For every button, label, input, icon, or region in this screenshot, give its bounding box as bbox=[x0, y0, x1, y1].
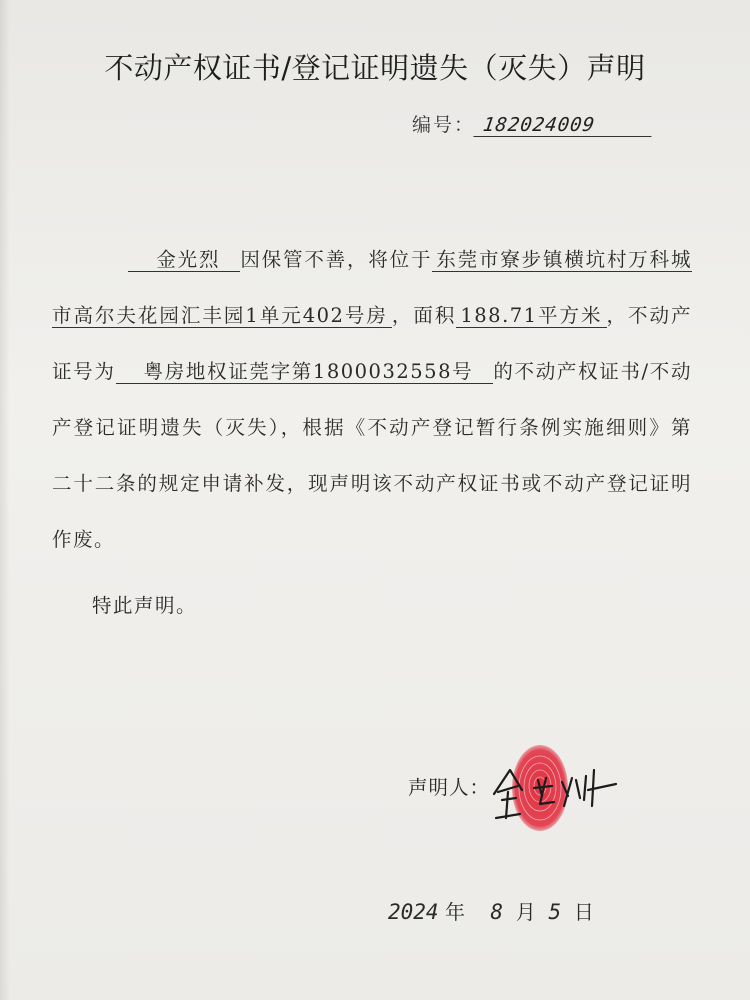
handwritten-signature bbox=[488, 756, 618, 826]
body-text-1: 因保管不善，将位于 bbox=[240, 248, 433, 271]
owner-name: 金光烈 bbox=[128, 248, 240, 272]
date-day-unit: 日 bbox=[573, 900, 594, 924]
body-text-4: 的不动产权证书/不动产登记证明遗失（灭失），根据《不动产登记暂行条例实施细则》第二十二条的规定申请补发，现声明该不动产权证书或不动产登记证明作废。 bbox=[52, 360, 692, 551]
serial-number-row bbox=[412, 110, 653, 137]
body-text-3: ，不动产证号为 bbox=[52, 304, 692, 383]
closing-statement: 特此声明。 bbox=[92, 594, 198, 617]
serial-number: 182024009 bbox=[473, 114, 654, 137]
property-area: 188.71平方米 bbox=[456, 304, 606, 328]
declarant-label: 声明人： bbox=[408, 776, 491, 799]
body-text-2: ，面积 bbox=[391, 304, 457, 327]
page-shadow bbox=[0, 0, 10, 1000]
property-address: 东莞市寮步镇横坑村万科城市高尔夫花园汇丰园1单元402号房 bbox=[52, 248, 692, 327]
date-month: 8 bbox=[490, 900, 504, 924]
date-month-unit: 月 bbox=[515, 900, 536, 924]
date-year-unit: 年 bbox=[444, 900, 465, 924]
document-title: 不动产权证书/登记证明遗失（灭失）声明 bbox=[104, 51, 646, 85]
signing-date bbox=[388, 896, 594, 925]
date-year: 2024 bbox=[388, 900, 439, 924]
statement-body bbox=[52, 232, 692, 568]
date-day: 5 bbox=[548, 900, 562, 924]
certificate-number: 粤房地权证莞字第1800032558号 bbox=[116, 360, 494, 384]
serial-label: 编号： bbox=[412, 114, 476, 136]
